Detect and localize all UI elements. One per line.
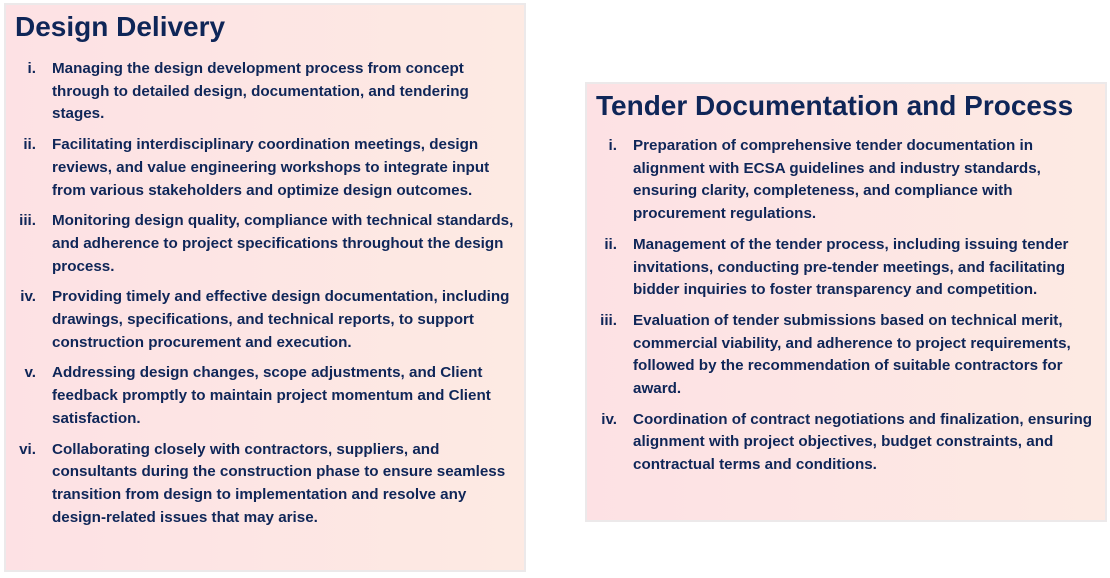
item-text: Management of the tender process, including issuing tender invitations, conducting pre-tender meetings, and facilitating bidder inquiries to foster transparency and competition. [633, 235, 1069, 299]
list-item [587, 310, 1102, 401]
list-item [587, 234, 1102, 302]
item-text: Evaluation of tender submissions based on technical merit, commercial viability, and adherence to project requirements, followed by the recommendation of suitable contractors for award. [633, 311, 1071, 398]
item-text: Addressing design changes, scope adjustments, and Client feedback promptly to maintain project momentum and Client satisfaction. [52, 364, 491, 427]
item-number: i. [27, 60, 36, 77]
list-item [6, 210, 521, 278]
item-number: v. [24, 364, 36, 382]
item-text: Facilitating interdisciplinary coordination meetings, design reviews, and value engineering workshops to integrate input from various stakeholders and optimize design outcomes. [52, 136, 490, 199]
item-number: i. [608, 137, 617, 154]
item-number: iii. [19, 212, 36, 230]
item-text: Managing the design development process from concept through to detailed design, documentation, and tendering stages. [52, 60, 469, 123]
item-number: vi. [19, 440, 36, 458]
tender-title: Tender Documentation and Process [596, 90, 1074, 121]
item-number: ii. [23, 136, 36, 154]
design-delivery-panel [4, 3, 526, 572]
item-number: ii. [604, 235, 617, 253]
list-item [6, 58, 521, 126]
item-number: iv. [20, 288, 36, 306]
item-text: Preparation of comprehensive tender documentation in alignment with ECSA guidelines and industry standards, ensuring clarity, completeness, and compliance with procurement regulations. [633, 137, 1041, 223]
list-item [587, 409, 1102, 477]
list-item [6, 362, 521, 430]
design-delivery-title: Design Delivery [15, 11, 226, 42]
tender-list [587, 135, 1102, 485]
list-item [587, 135, 1102, 226]
list-item [6, 439, 521, 530]
tender-panel [585, 82, 1107, 522]
list-item [6, 286, 521, 354]
item-number: iii. [600, 311, 617, 329]
design-delivery-list [6, 58, 521, 537]
item-text: Collaborating closely with contractors, suppliers, and consultants during the construction phase to ensure seamless transition from design to implementation and resolve any design-related issues that may arise. [52, 440, 506, 526]
item-text: Providing timely and effective design documentation, including drawings, specifications, and technical reports, to support construction procurement and execution. [52, 288, 510, 351]
item-text: Monitoring design quality, compliance with technical standards, and adherence to project specifications throughout the design process. [52, 212, 514, 275]
list-item [6, 134, 521, 202]
item-text: Coordination of contract negotiations and finalization, ensuring alignment with project objectives, budget constraints, and contractual terms and conditions. [633, 410, 1092, 474]
item-number: iv. [601, 410, 617, 428]
